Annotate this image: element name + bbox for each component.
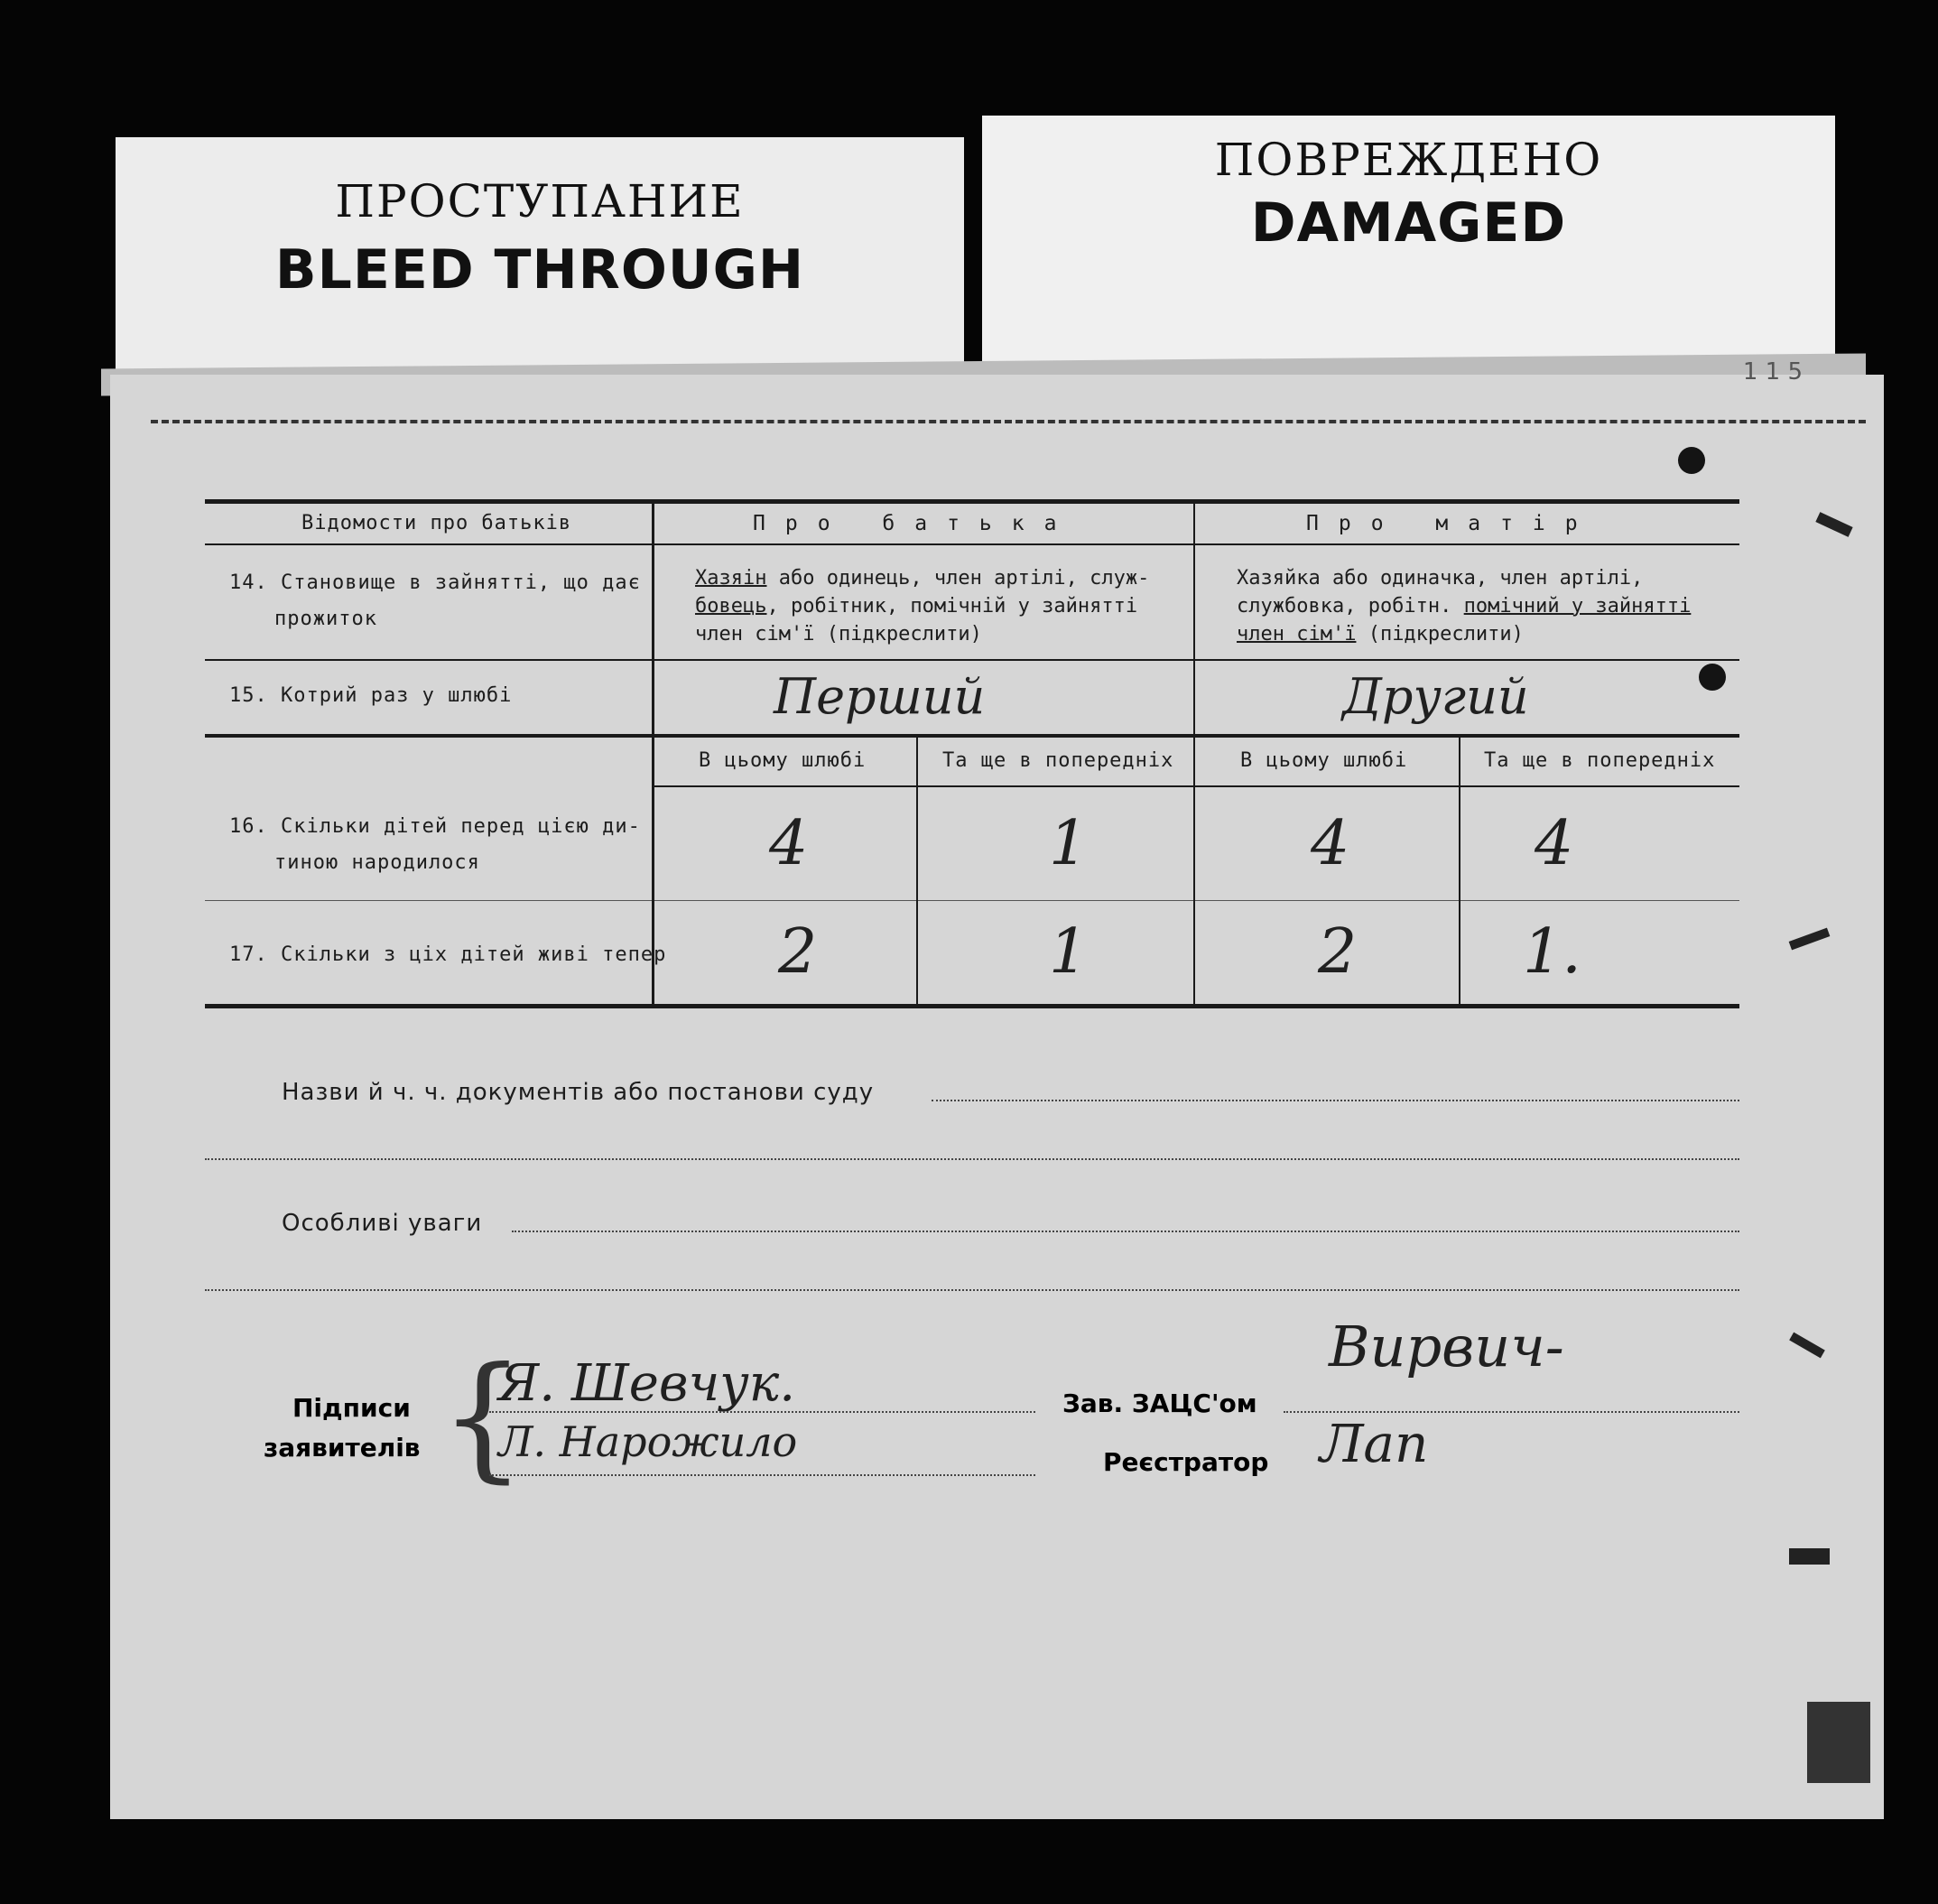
tear-mark [1789,928,1831,951]
applicant-signature-2: Л. Нарожило [498,1417,798,1466]
row-16-mother-this: 4 [1311,808,1350,879]
subheader-father-previous: Та ще в попередніх [942,749,1174,772]
row-15-father-value: Перший [774,668,986,725]
perforation-line [151,420,1866,423]
column-divider [916,738,918,1007]
folio-number: 1 1 5 [1742,358,1803,385]
applicant-signature-line-1 [489,1411,1035,1413]
column-divider [1459,738,1460,1007]
subheader-father-this-marriage: В цьому шлюбі [699,749,867,772]
mother-option-family-member: член сім'ї [1237,623,1357,646]
row-16-mother-prev: 4 [1535,808,1574,879]
bleed-through-target-card [116,137,964,385]
documents-dotted-line [932,1100,1739,1101]
punch-hole-mark [1699,664,1726,691]
document-sheet [110,358,1884,1819]
damaged-english-label: DAMAGED [1250,191,1567,255]
mother-options-line1: Хазяйка або одиначка, член артілі, [1237,567,1644,590]
registrar-label: Реєстратор [1103,1447,1269,1477]
row-17-mother-this: 2 [1318,916,1358,988]
column-divider [1193,499,1195,1007]
row-17-father-prev: 1 [1049,916,1089,988]
header-parents-info: Відомости про батьків [301,512,572,534]
row-14-label-line2: прожиток [274,608,377,630]
notes-label: Особливі уваги [282,1210,483,1237]
father-option-owner: Хазяін [695,567,767,590]
father-options-line3: член сім'ї (підкреслити) [695,623,982,646]
table-header-rule [205,543,1739,545]
row-16-father-prev: 1 [1049,808,1089,879]
head-of-registry-signature: Вирвич- [1329,1314,1564,1379]
tear-mark [1789,1333,1825,1359]
row-17-label: 17. Скільки з ціх дітей живі тепер [229,943,667,966]
header-about-mother: Про матір [1306,512,1598,535]
row-17-father-this: 2 [778,916,818,988]
row-16-label-line1: 16. Скільки дітей перед цією ди- [229,815,641,838]
damaged-russian-label: ПОВРЕЖДЕНО [1214,134,1603,186]
tear-mark [1789,1548,1830,1565]
notes-dotted-line-2 [205,1289,1739,1291]
signatures-label-line1: Підписи [292,1393,411,1423]
applicant-signature-1: Я. Шевчук. [498,1354,796,1413]
row-14-father-options [695,564,1149,648]
row-16-rule [205,900,1739,901]
damaged-target-card [982,116,1835,377]
signatures-brace: { [440,1339,526,1496]
bleed-through-russian-label: ПРОСТУПАНИЕ [335,175,745,228]
row-15-label: 15. Котрий раз у шлюбі [229,684,513,707]
row-14-mother-options [1237,564,1691,648]
father-option-employee: бовець [695,595,767,618]
documents-dotted-line-2 [205,1158,1739,1160]
table-top-rule [205,499,1739,504]
head-of-registry-label: Зав. ЗАЦС'ом [1062,1389,1257,1418]
mother-option-helper: помічний у зайнятті [1463,595,1692,618]
row-16-label-line2: тиною народилося [274,851,480,874]
registrar-signature: Лап [1320,1413,1429,1474]
row-16-father-this: 4 [769,808,809,879]
subheader-rule [654,785,1739,787]
header-about-father: Про батька [753,512,1077,535]
row-14-rule [205,659,1739,661]
row-15-mother-value: Другий [1342,668,1529,725]
bleed-through-english-label: BLEED THROUGH [274,238,805,302]
mother-options-line2: службовка, робітн. [1237,595,1464,618]
row-15-rule [205,734,1739,738]
father-options-line1: або одинець, член артілі, служ- [766,567,1150,590]
row-17-mother-prev: 1. [1523,916,1581,988]
mother-options-line3: (підкреслити) [1356,623,1524,646]
corner-damage-mark [1807,1702,1870,1783]
notes-dotted-line [512,1231,1739,1232]
punch-hole-mark [1678,447,1705,474]
applicant-signature-line-2 [489,1474,1035,1476]
signatures-label-line2: заявителів [264,1433,421,1463]
documents-label: Назви й ч. ч. документів або постанови суду [282,1079,875,1106]
subheader-mother-previous: Та ще в попередніх [1484,749,1716,772]
table-bottom-rule [205,1004,1739,1008]
column-divider [652,499,654,1007]
subheader-mother-this-marriage: В цьому шлюбі [1240,749,1408,772]
tear-mark [1815,512,1852,537]
father-options-line2: , робітник, помічній у зайнятті [766,595,1138,618]
row-14-label-line1: 14. Становище в зайнятті, що дає [229,571,641,594]
